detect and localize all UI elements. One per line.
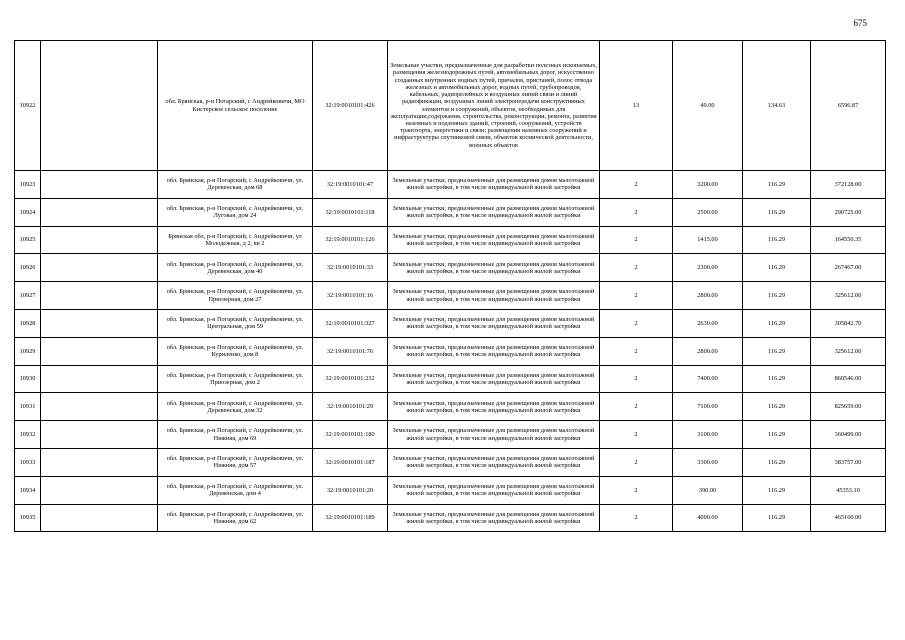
group-cell: 13 [600, 41, 673, 171]
record-number-cell: 10931 [15, 393, 41, 421]
record-number-cell: 10929 [15, 337, 41, 365]
cadastral-value-cell: 360499.00 [811, 421, 886, 449]
empty-cell [41, 309, 158, 337]
area-cell: 2630.00 [673, 309, 743, 337]
group-cell: 2 [600, 504, 673, 532]
cadastral-value-cell: 372128.00 [811, 171, 886, 199]
table-row [15, 254, 886, 282]
rate-cell: 116.29 [743, 254, 811, 282]
table-row [15, 504, 886, 532]
cadastral-number-cell: 32:19:0010101:126 [313, 226, 388, 254]
area-cell: 390.00 [673, 476, 743, 504]
land-use-cell: Земельные участки, предназначенные для разработки полезных ископаемых, размещения железнодорожных путей, автомобильных дорог, искусственно созданных внутренних водных путей, причалов, пристаней, полос отвода железных и автомобильных дорог, водных путей, трубопроводов, кабельных, радиорелейных и воздушных линий связи и линий радиофикации, воздушных линий электропередачи конструктивных элементов и сооружений, объектов, необходимых для эксплуатации,содержания, строительства, реконструкции, ремонта, развития наземных и подземных зданий, строений, сооружений, устройств транспорта, энергетики и связи; размещения наземных сооружений и инфраструктуры спутниковой связи, объектов космической деятельности, военных объектов [388, 41, 600, 171]
group-cell: 2 [600, 282, 673, 310]
group-cell: 2 [600, 393, 673, 421]
rate-cell: 116.29 [743, 282, 811, 310]
cadastral-value-cell: 45353.10 [811, 476, 886, 504]
record-number-cell: 10930 [15, 365, 41, 393]
address-cell: обл. Брянская, р-н Погарский, с Андрейковичи, МО Кистерское сельское поселение [158, 41, 313, 171]
record-number-cell: 10933 [15, 448, 41, 476]
area-cell: 2500.00 [673, 198, 743, 226]
address-cell: обл. Брянская, р-н Погарский, с Андрейковичи, ул. Деревенская, дом 40 [158, 254, 313, 282]
address-cell: обл. Брянская, р-н Погарский, с Андрейковичи, ул. Нижняя, дом 69 [158, 421, 313, 449]
area-cell: 1415.00 [673, 226, 743, 254]
table-row [15, 448, 886, 476]
cadastral-value-cell: 383757.00 [811, 448, 886, 476]
empty-cell [41, 476, 158, 504]
address-cell: обл. Брянская, р-н Погарский, с Андрейковичи, ул. Луговая, дом 24 [158, 198, 313, 226]
area-cell: 2800.00 [673, 282, 743, 310]
empty-cell [41, 504, 158, 532]
table-row [15, 282, 886, 310]
empty-cell [41, 365, 158, 393]
rate-cell: 116.29 [743, 504, 811, 532]
rate-cell: 134.63 [743, 41, 811, 171]
address-cell: обл. Брянская, р-н Погарский, с Андрейковичи, ул. Нижняя, дом 57 [158, 448, 313, 476]
cadastral-value-cell: 825659.00 [811, 393, 886, 421]
rate-cell: 116.29 [743, 365, 811, 393]
cadastral-value-cell: 267467.00 [811, 254, 886, 282]
area-cell: 3300.00 [673, 448, 743, 476]
land-use-cell: Земельные участки, предназначенные для размещения домов малоэтажной жилой застройки, в том числе индивидуальной жилой застройки [388, 476, 600, 504]
empty-cell [41, 393, 158, 421]
group-cell: 2 [600, 448, 673, 476]
address-cell: Брянская обл, р-н Погарский, с Андрейковичи, ул Молодежная, д 2, кв 2 [158, 226, 313, 254]
address-cell: обл. Брянская, р-н Погарский, с Андрейковичи, ул. Приозерная, дом 2 [158, 365, 313, 393]
record-number-cell: 10928 [15, 309, 41, 337]
land-use-cell: Земельные участки, предназначенные для размещения домов малоэтажной жилой застройки, в том числе индивидуальной жилой застройки [388, 421, 600, 449]
address-cell: обл. Брянская, р-н Погарский, с Андрейковичи, ул. Куриленко, дом 8 [158, 337, 313, 365]
empty-cell [41, 282, 158, 310]
rate-cell: 116.29 [743, 421, 811, 449]
table-row [15, 421, 886, 449]
address-cell: обл. Брянская, р-н Погарский, с Андрейковичи, ул. Деревенская, дом 68 [158, 171, 313, 199]
area-cell: 3100.00 [673, 421, 743, 449]
table-row [15, 337, 886, 365]
area-cell: 7400.00 [673, 365, 743, 393]
rate-cell: 116.29 [743, 476, 811, 504]
cadastral-number-cell: 32:19:0010101:16 [313, 282, 388, 310]
record-number-cell: 10925 [15, 226, 41, 254]
table-row [15, 226, 886, 254]
cadastral-value-cell: 860546.00 [811, 365, 886, 393]
page-number: 675 [853, 18, 867, 28]
group-cell: 2 [600, 171, 673, 199]
address-cell: обл. Брянская, р-н Погарский, с Андрейковичи, ул. Нижняя, дом 62 [158, 504, 313, 532]
cadastral-number-cell: 32:19:0010101:232 [313, 365, 388, 393]
record-number-cell: 10934 [15, 476, 41, 504]
land-use-cell: Земельные участки, предназначенные для размещения домов малоэтажной жилой застройки, в том числе индивидуальной жилой застройки [388, 198, 600, 226]
group-cell: 2 [600, 198, 673, 226]
area-cell: 4000.00 [673, 504, 743, 532]
table-row [15, 171, 886, 199]
land-use-cell: Земельные участки, предназначенные для размещения домов малоэтажной жилой застройки, в том числе индивидуальной жилой застройки [388, 282, 600, 310]
area-cell: 2300.00 [673, 254, 743, 282]
cadastral-value-cell: 6596.87 [811, 41, 886, 171]
record-number-cell: 10935 [15, 504, 41, 532]
table-row [15, 198, 886, 226]
group-cell: 2 [600, 337, 673, 365]
land-use-cell: Земельные участки, предназначенные для размещения домов малоэтажной жилой застройки, в том числе индивидуальной жилой застройки [388, 448, 600, 476]
empty-cell [41, 226, 158, 254]
empty-cell [41, 171, 158, 199]
land-use-cell: Земельные участки, предназначенные для размещения домов малоэтажной жилой застройки, в том числе индивидуальной жилой застройки [388, 393, 600, 421]
rate-cell: 116.29 [743, 393, 811, 421]
cadastral-number-cell: 32:19:0010101:426 [313, 41, 388, 171]
cadastral-value-cell: 325612.00 [811, 337, 886, 365]
table-row [15, 309, 886, 337]
area-cell: 2800.00 [673, 337, 743, 365]
cadastral-number-cell: 32:19:0010101:20 [313, 476, 388, 504]
empty-cell [41, 41, 158, 171]
group-cell: 2 [600, 254, 673, 282]
address-cell: обл. Брянская, р-н Погарский, с Андрейковичи, ул. Центральная, дом 59 [158, 309, 313, 337]
empty-cell [41, 337, 158, 365]
rate-cell: 116.29 [743, 337, 811, 365]
cadastral-number-cell: 32:19:0010101:118 [313, 198, 388, 226]
rate-cell: 116.29 [743, 171, 811, 199]
table-row [15, 476, 886, 504]
land-use-cell: Земельные участки, предназначенные для размещения домов малоэтажной жилой застройки, в том числе индивидуальной жилой застройки [388, 365, 600, 393]
land-use-cell: Земельные участки, предназначенные для размещения домов малоэтажной жилой застройки, в том числе индивидуальной жилой застройки [388, 504, 600, 532]
land-use-cell: Земельные участки, предназначенные для размещения домов малоэтажной жилой застройки, в том числе индивидуальной жилой застройки [388, 309, 600, 337]
record-number-cell: 10926 [15, 254, 41, 282]
cadastral-number-cell: 32:19:0010101:187 [313, 448, 388, 476]
cadastral-number-cell: 32:19:0010101:180 [313, 421, 388, 449]
land-use-cell: Земельные участки, предназначенные для размещения домов малоэтажной жилой застройки, в том числе индивидуальной жилой застройки [388, 254, 600, 282]
record-number-cell: 10922 [15, 41, 41, 171]
group-cell: 2 [600, 476, 673, 504]
empty-cell [41, 198, 158, 226]
area-cell: 7100.00 [673, 393, 743, 421]
empty-cell [41, 254, 158, 282]
address-cell: обл. Брянская, р-н Погарский, с Андрейковичи, ул. Приозерная, дом 27 [158, 282, 313, 310]
rate-cell: 116.29 [743, 198, 811, 226]
cadastral-number-cell: 32:19:0010101:33 [313, 254, 388, 282]
record-number-cell: 10924 [15, 198, 41, 226]
cadastral-value-cell: 290725.00 [811, 198, 886, 226]
land-use-cell: Земельные участки, предназначенные для размещения домов малоэтажной жилой застройки, в том числе индивидуальной жилой застройки [388, 171, 600, 199]
cadastral-number-cell: 32:19:0010101:47 [313, 171, 388, 199]
address-cell: обл. Брянская, р-н Погарский, с Андрейковичи, ул. Деревенская, дом 32 [158, 393, 313, 421]
cadastral-number-cell: 32:19:0010101:327 [313, 309, 388, 337]
group-cell: 2 [600, 365, 673, 393]
area-cell: 3200.00 [673, 171, 743, 199]
empty-cell [41, 421, 158, 449]
cadastral-number-cell: 32:19:0010101:29 [313, 393, 388, 421]
cadastral-value-cell: 164550.35 [811, 226, 886, 254]
rate-cell: 116.29 [743, 226, 811, 254]
cadastral-value-cell: 305842.70 [811, 309, 886, 337]
cadastral-value-cell: 465160.00 [811, 504, 886, 532]
group-cell: 2 [600, 421, 673, 449]
table-row [15, 365, 886, 393]
table-row [15, 41, 886, 171]
record-number-cell: 10932 [15, 421, 41, 449]
land-use-cell: Земельные участки, предназначенные для размещения домов малоэтажной жилой застройки, в том числе индивидуальной жилой застройки [388, 226, 600, 254]
area-cell: 49.00 [673, 41, 743, 171]
record-number-cell: 10927 [15, 282, 41, 310]
empty-cell [41, 448, 158, 476]
record-number-cell: 10923 [15, 171, 41, 199]
cadastral-value-cell: 325612.00 [811, 282, 886, 310]
cadastral-number-cell: 32:19:0010101:189 [313, 504, 388, 532]
land-use-cell: Земельные участки, предназначенные для размещения домов малоэтажной жилой застройки, в том числе индивидуальной жилой застройки [388, 337, 600, 365]
table-row [15, 393, 886, 421]
group-cell: 2 [600, 226, 673, 254]
cadastral-value-table [14, 40, 886, 532]
address-cell: обл. Брянская, р-н Погарский, с Андрейковичи, ул. Деревенская, дом 4 [158, 476, 313, 504]
cadastral-number-cell: 32:19:0010101:76 [313, 337, 388, 365]
rate-cell: 116.29 [743, 309, 811, 337]
group-cell: 2 [600, 309, 673, 337]
rate-cell: 116.29 [743, 448, 811, 476]
